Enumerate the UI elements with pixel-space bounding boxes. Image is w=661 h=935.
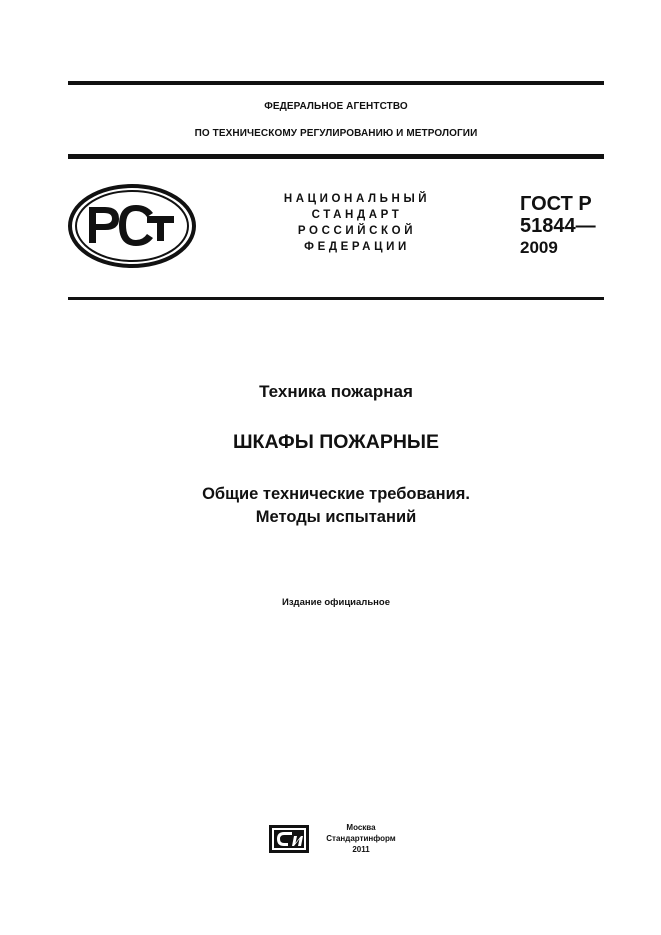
header-rule: [68, 154, 604, 159]
gost-code-year: 2009: [520, 238, 558, 257]
national-standard-label: [262, 191, 452, 255]
publisher-name: Стандартинформ: [326, 834, 396, 843]
agency-line-2: ПО ТЕХНИЧЕСКОМУ РЕГУЛИРОВАНИЮ И МЕТРОЛОГИИ: [194, 128, 478, 139]
gost-code: [520, 193, 596, 259]
standartinform-logo-icon: [268, 824, 310, 854]
publisher-block: [312, 822, 410, 855]
top-rule: [68, 81, 604, 85]
publisher-year: 2011: [352, 845, 370, 854]
publisher-city: Москва: [346, 823, 376, 832]
rst-certification-mark-icon: [67, 183, 197, 269]
gost-code-line-1: ГОСТ Р: [520, 193, 592, 215]
national-line-1: НАЦИОНАЛЬНЫЙ: [283, 193, 431, 205]
national-line-2: СТАНДАРТ: [311, 209, 403, 221]
lower-rule: [68, 297, 604, 300]
edition-label: Издание официальное: [282, 597, 390, 608]
agency-line-1: ФЕДЕРАЛЬНОЕ АГЕНТСТВО: [264, 101, 408, 112]
national-line-4: ФЕДЕРАЦИИ: [304, 241, 410, 253]
subtitle-line-2: Методы испытаний: [255, 508, 417, 526]
national-line-3: РОССИЙСКОЙ: [297, 225, 417, 237]
gost-code-line-2: 51844—: [520, 215, 596, 237]
subject-title: Техника пожарная: [259, 382, 413, 401]
subtitle-line-1: Общие технические требования.: [202, 485, 470, 503]
main-title: ШКАФЫ ПОЖАРНЫЕ: [232, 431, 440, 453]
